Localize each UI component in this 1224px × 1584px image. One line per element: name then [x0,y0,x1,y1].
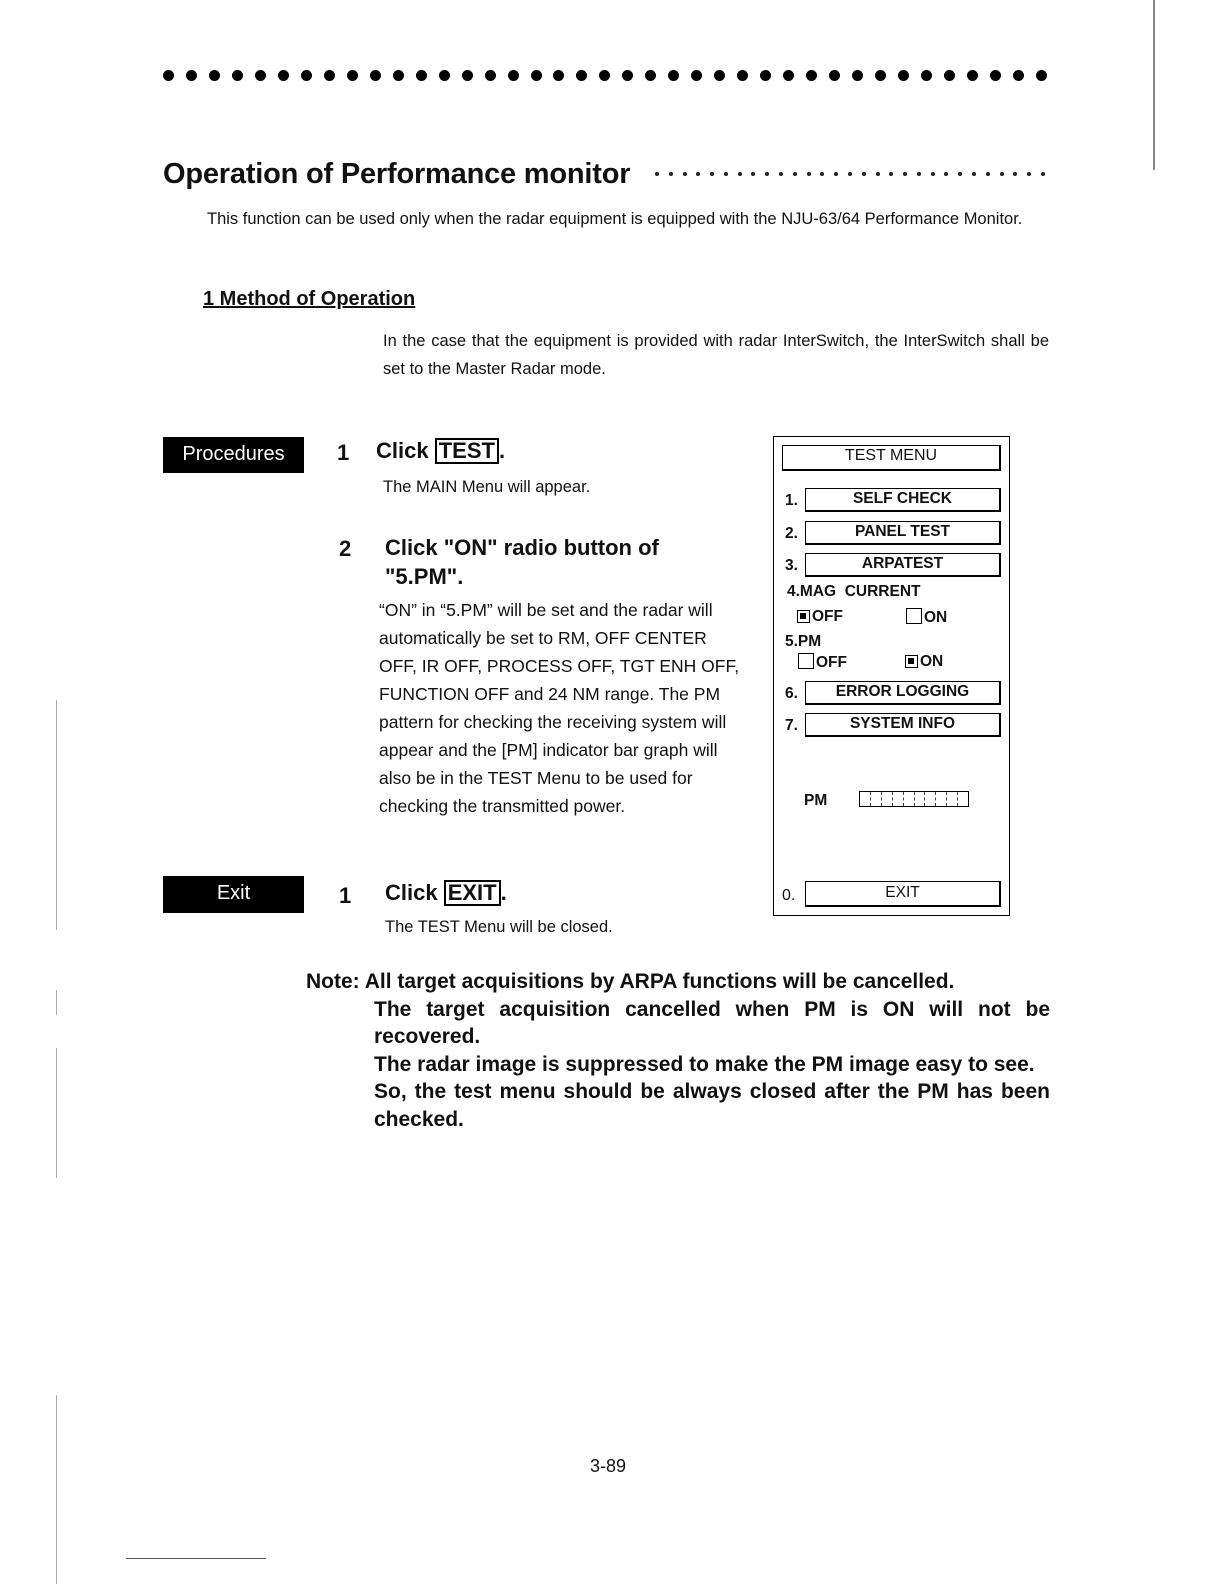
leader-dot [834,172,838,176]
header-dot [668,70,679,81]
header-dot [783,70,794,81]
pm-off-radio[interactable] [798,653,847,672]
pm-bar-segment [915,792,926,806]
exit-label: Exit [163,876,304,913]
header-dot [393,70,404,81]
mag-current-label: 4.MAG CURRENT [787,583,921,600]
step-heading [385,880,507,906]
header-dot [921,70,932,81]
header-dot [209,70,220,81]
leader-dot [862,172,866,176]
note-body: The target acquisition cancelled when PM is ON will not be recovered. [374,997,1050,1048]
title-leader-dots [655,170,1045,178]
leader-dot [1041,172,1045,176]
header-dot [439,70,450,81]
header-dot [944,70,955,81]
header-dot [301,70,312,81]
pm-bar-segment [893,792,904,806]
note-line: All target acquisitions by ARPA functions will be cancelled. [364,970,955,993]
step-description: The MAIN Menu will appear. [383,478,591,496]
menu-number: 3. [785,557,798,574]
header-dot [278,70,289,81]
leader-dot [807,172,811,176]
leader-dot [683,172,687,176]
header-dot [186,70,197,81]
page-title: Operation of Performance monitor [163,158,631,190]
procedures-label: Procedures [163,437,304,473]
step-suffix: . [498,438,506,463]
radio-label: OFF [816,654,847,671]
header-dot [829,70,840,81]
section-heading: 1 Method of Operation [203,288,416,310]
scan-margin-line [56,1395,57,1584]
checked-box-icon [905,655,918,668]
header-dot [645,70,656,81]
header-dot [806,70,817,81]
footer-rule [126,1558,266,1559]
note-body: So, the test menu should be always closed after the PM has been checked. [374,1080,1050,1131]
page-number: 3-89 [590,1456,627,1476]
header-dot [485,70,496,81]
leader-dot [1027,172,1031,176]
leader-dot [820,172,824,176]
scan-margin-line [56,700,57,930]
header-dot [255,70,266,81]
step-heading-line: "5.PM". [385,564,464,589]
header-dot-rule [163,68,1047,82]
header-dot [370,70,381,81]
header-dot [898,70,909,81]
header-dot [531,70,542,81]
leader-dot [903,172,907,176]
leader-dot [738,172,742,176]
header-dot [324,70,335,81]
menu-number: 0. [782,887,796,904]
leader-dot [931,172,935,176]
header-dot [622,70,633,81]
pm-bar-segment [860,792,871,806]
header-dot [163,70,174,81]
step-number: 2 [339,536,352,561]
pm-bar-segment [958,792,968,806]
leader-dot [889,172,893,176]
pm-label: 5.PM [785,633,822,650]
leader-dot [793,172,797,176]
menu-number: 1. [785,492,798,509]
exit-button[interactable]: EXIT [805,881,1001,907]
step-click-text: Click [376,438,435,463]
page-edge-line [1153,0,1155,170]
menu-number: 6. [785,685,798,702]
header-dot [967,70,978,81]
unchecked-box-icon [906,608,922,624]
leader-dot [696,172,700,176]
mag-off-radio[interactable] [797,608,843,626]
header-dot [508,70,519,81]
self-check-button[interactable]: SELF CHECK [805,488,1001,512]
step-heading [376,438,505,464]
header-dot [990,70,1001,81]
panel-test-button[interactable]: PANEL TEST [805,521,1001,545]
pm-bar-segment [871,792,882,806]
header-dot [553,70,564,81]
leader-dot [1013,172,1017,176]
intro-text: This function can be used only when the radar equipment is equipped with the NJU-63/64 Performance Monitor. [207,210,1023,228]
leader-dot [972,172,976,176]
arpatest-button[interactable]: ARPATEST [805,553,1001,577]
leader-dot [724,172,728,176]
note-block [306,968,1050,1133]
radio-label: ON [920,653,944,670]
pm-bar-segment [925,792,936,806]
header-dot [462,70,473,81]
leader-dot [958,172,962,176]
leader-dot [848,172,852,176]
header-dot [760,70,771,81]
note-prefix: Note: [306,970,360,993]
scan-margin-line [56,1048,57,1178]
test-key: TEST [435,438,499,464]
radio-label: ON [924,609,948,626]
note-body: The radar image is suppressed to make the PM image easy to see. [374,1052,1035,1076]
mag-on-radio[interactable] [906,608,947,627]
system-info-button[interactable]: SYSTEM INFO [805,713,1001,737]
step-suffix: . [500,880,507,905]
leader-dot [944,172,948,176]
error-logging-button[interactable]: ERROR LOGGING [805,681,1001,705]
header-dot [347,70,358,81]
leader-dot [669,172,673,176]
pm-bar-segment [882,792,893,806]
menu-number: 2. [785,525,798,542]
leader-dot [765,172,769,176]
section-paragraph: In the case that the equipment is provided with radar InterSwitch, the InterSwitch shall be set to the Master Radar mode. [383,332,1049,378]
step-click-text: Click [385,880,444,905]
step-heading [385,533,659,591]
leader-dot [876,172,880,176]
header-dot [714,70,725,81]
header-dot [737,70,748,81]
pm-indicator-bar [859,791,969,807]
header-dot [576,70,587,81]
pm-bar-segment [947,792,958,806]
unchecked-box-icon [798,653,814,669]
pm-bar-segment [904,792,915,806]
step-description: “ON” in “5.PM” will be set and the radar will automatically be set to RM, OFF CENTER OFF, IR OFF, PROCESS OFF, TGT ENH OFF, FUNCTION OFF and 24 NM range. The PM pattern for checking the receiving system will appear and the [PM] indicator bar graph will also be in the TEST Menu to be used for checking the transmitted power. [379,600,740,816]
checked-box-icon [797,610,810,623]
leader-dot [917,172,921,176]
pm-on-radio[interactable] [905,653,943,671]
leader-dot [655,172,659,176]
step-description: The TEST Menu will be closed. [385,918,613,936]
header-dot [599,70,610,81]
leader-dot [751,172,755,176]
leader-dot [1000,172,1004,176]
pm-bar-segment [936,792,947,806]
header-dot [875,70,886,81]
header-dot [416,70,427,81]
scan-margin-line [56,990,57,1015]
exit-key: EXIT [444,880,501,906]
menu-number: 7. [785,717,798,734]
pm-indicator-label: PM [804,792,828,809]
header-dot [1036,70,1047,81]
leader-dot [986,172,990,176]
step-number: 1 [337,440,350,465]
header-dot [852,70,863,81]
step-number: 1 [339,883,352,908]
header-dot [1013,70,1024,81]
step-heading-line: Click "ON" radio button of [385,535,659,560]
leader-dot [710,172,714,176]
radio-label: OFF [812,608,843,625]
header-dot [232,70,243,81]
test-menu-title: TEST MENU [782,445,1001,471]
header-dot [691,70,702,81]
leader-dot [779,172,783,176]
